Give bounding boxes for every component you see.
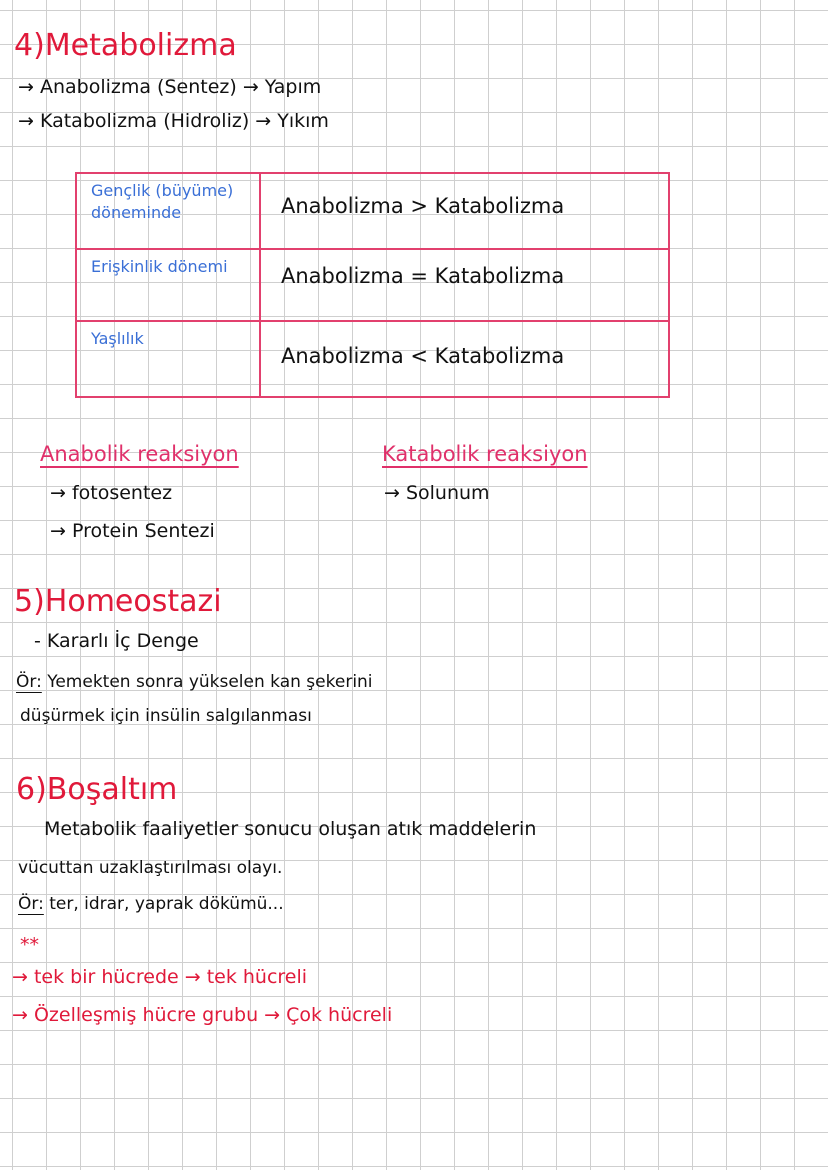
- relation-cell: Anabolizma = Katabolizma: [281, 264, 565, 288]
- multicellular-note: → Özelleşmiş hücre grubu → Çok hücreli: [12, 1004, 393, 1026]
- example-text: Yemekten sonra yükselen kan şekerini: [47, 672, 373, 692]
- table-row: [77, 250, 668, 322]
- anabolic-reaction-title: Anabolik reaksiyon: [40, 442, 239, 466]
- homeostasis-definition: - Kararlı İç Denge: [34, 630, 199, 652]
- example-prefix: Ör:: [16, 672, 42, 692]
- catabolic-item: → Solunum: [384, 482, 490, 504]
- example-prefix: Ör:: [18, 894, 44, 914]
- table-row: [77, 174, 668, 250]
- metabolism-table: [75, 172, 670, 398]
- stage-cell: [77, 322, 261, 396]
- relation-cell: Anabolizma < Katabolizma: [281, 344, 565, 368]
- excretion-example: [18, 894, 284, 914]
- excretion-definition: Metabolik faaliyetler sonucu oluşan atık maddelerin: [44, 818, 537, 840]
- anabolic-item: → fotosentez: [50, 482, 173, 504]
- star-marker: **: [20, 934, 39, 956]
- catabolism-line: → Katabolizma (Hidroliz) → Yıkım: [18, 110, 329, 132]
- table-row: [77, 322, 668, 396]
- example-text: ter, idrar, yaprak dökümü...: [49, 894, 284, 914]
- homeostasis-example: [16, 672, 373, 692]
- section-4-title: 4)Metabolizma: [14, 28, 237, 63]
- stage-cell: [77, 174, 261, 248]
- anabolic-item: → Protein Sentezi: [50, 520, 215, 542]
- unicellular-note: → tek bir hücrede → tek hücreli: [12, 966, 308, 988]
- excretion-definition-cont: vücuttan uzaklaştırılması olayı.: [18, 858, 283, 878]
- homeostasis-example-cont: düşürmek için insülin salgılanması: [20, 706, 312, 726]
- stage-label: Erişkinlik dönemi: [91, 257, 228, 276]
- anabolism-line: → Anabolizma (Sentez) → Yapım: [18, 76, 322, 98]
- stage-cell: [77, 250, 261, 320]
- catabolic-reaction-title: Katabolik reaksiyon: [382, 442, 588, 466]
- stage-label: Yaşlılık: [91, 329, 144, 348]
- section-6-title: 6)Boşaltım: [16, 772, 178, 807]
- relation-cell: Anabolizma > Katabolizma: [281, 194, 565, 218]
- stage-label: Gençlik (büyüme) döneminde: [91, 181, 234, 222]
- section-5-title: 5)Homeostazi: [14, 584, 222, 619]
